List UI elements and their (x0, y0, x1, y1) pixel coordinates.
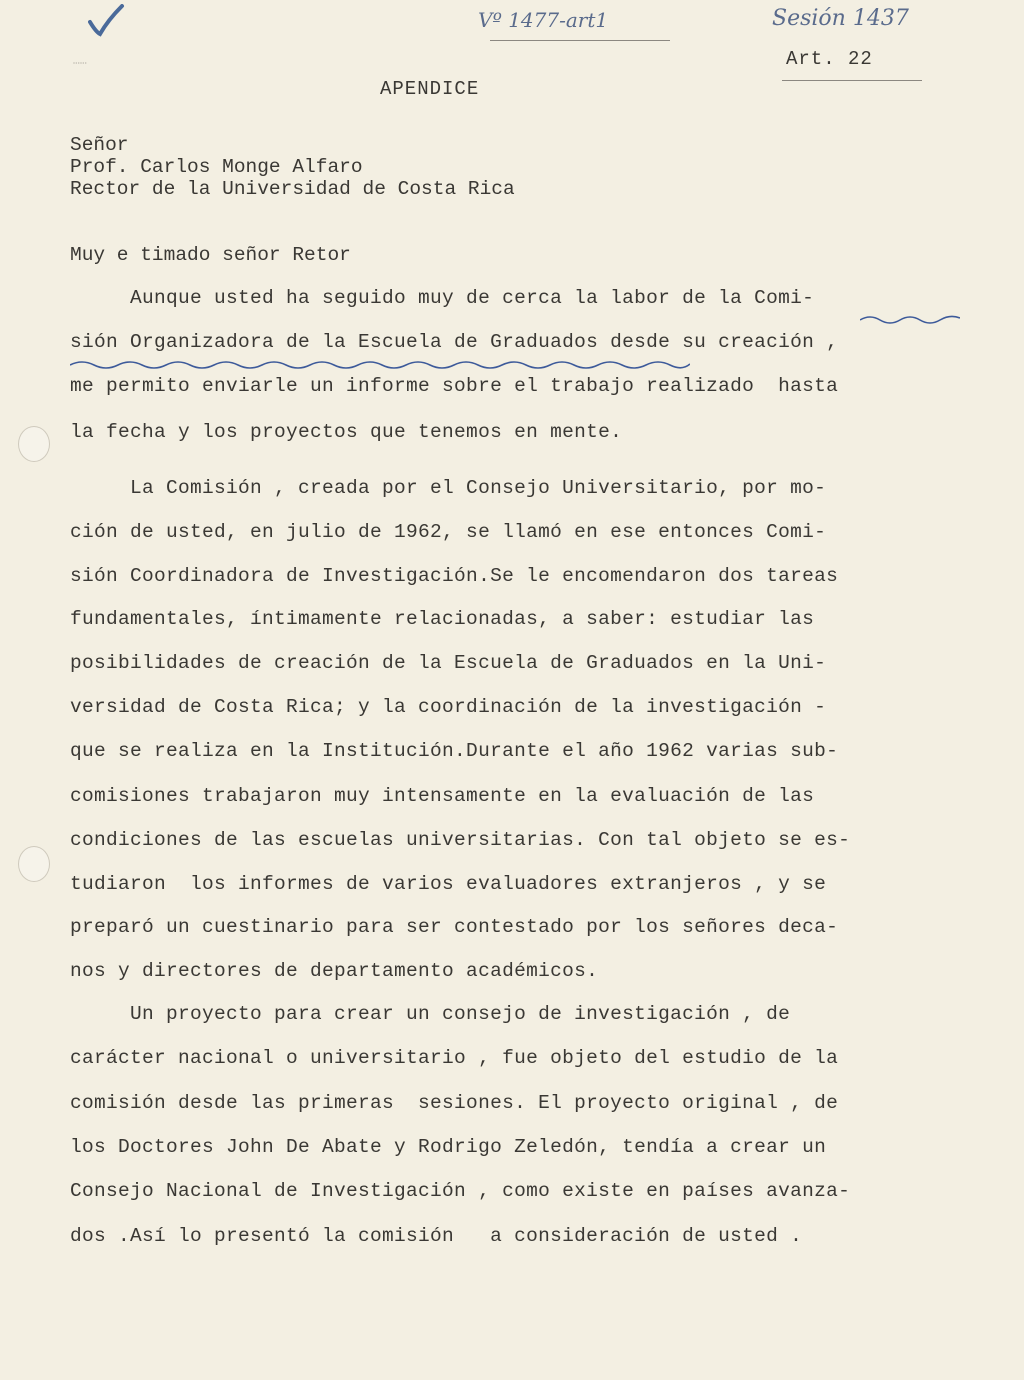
punch-hole (18, 846, 50, 882)
body-line: condiciones de las escuelas universitarias. Con tal objeto se es- (70, 829, 851, 851)
body-line: sión Coordinadora de Investigación.Se le encomendaron dos tareas (70, 565, 839, 587)
body-line: versidad de Costa Rica; y la coordinación de la investigación - (70, 696, 827, 718)
address-line: Prof. Carlos Monge Alfaro (70, 156, 363, 178)
body-line: que se realiza en la Institución.Durante el año 1962 varias sub- (70, 740, 839, 762)
check-mark-icon (88, 4, 128, 40)
body-line: la fecha y los proyectos que tenemos en mente. (70, 421, 623, 443)
handwritten-reference-note: Vº 1477-art1 (478, 8, 609, 32)
salutation: Muy e timado señor Retor (70, 244, 351, 266)
body-line: Un proyecto para crear un consejo de investigación , de (70, 1003, 791, 1025)
body-line: comisiones trabajaron muy intensamente en la evaluación de las (70, 785, 815, 807)
address-line: Rector de la Universidad de Costa Rica (70, 178, 515, 200)
body-line: ción de usted, en julio de 1962, se llamó en ese entonces Comi- (70, 521, 827, 543)
body-line: me permito enviarle un informe sobre el trabajo realizado hasta (70, 375, 839, 397)
punch-hole (18, 426, 50, 462)
body-line: nos y directores de departamento académicos. (70, 960, 599, 982)
address-block (70, 134, 515, 200)
wavy-underline-icon (70, 356, 690, 372)
body-line: carácter nacional o universitario , fue objeto del estudio de la (70, 1047, 839, 1069)
body-line: comisión desde las primeras sesiones. El proyecto original , de (70, 1092, 839, 1114)
document-title: APENDICE (380, 78, 480, 100)
body-line: los Doctores John De Abate y Rodrigo Zeledón, tendía a crear un (70, 1136, 827, 1158)
body-line: La Comisión , creada por el Consejo Universitario, por mo- (70, 477, 827, 499)
top-rule (490, 40, 670, 41)
body-line: preparó un cuestinario para ser contestado por los señores deca- (70, 916, 839, 938)
body-line: sión Organizadora de la Escuela de Graduados desde su creación , (70, 331, 839, 353)
body-line: Consejo Nacional de Investigación , como existe en países avanza- (70, 1180, 851, 1202)
article-rule (782, 80, 922, 81)
handwritten-session-note: Sesión 1437 (772, 6, 909, 31)
wavy-underline-icon (860, 312, 960, 326)
body-line: Aunque usted ha seguido muy de cerca la labor de la Comi- (70, 287, 815, 309)
margin-dash-icon (60, 62, 100, 64)
body-line: tudiaron los informes de varios evaluadores extranjeros , y se (70, 873, 827, 895)
body-line: fundamentales, íntimamente relacionadas, a saber: estudiar las (70, 608, 815, 630)
body-line: dos .Así lo presentó la comisión a consideración de usted . (70, 1225, 803, 1247)
address-line: Señor (70, 134, 129, 156)
article-label: Art. 22 (786, 48, 873, 70)
body-line: posibilidades de creación de la Escuela de Graduados en la Uni- (70, 652, 827, 674)
